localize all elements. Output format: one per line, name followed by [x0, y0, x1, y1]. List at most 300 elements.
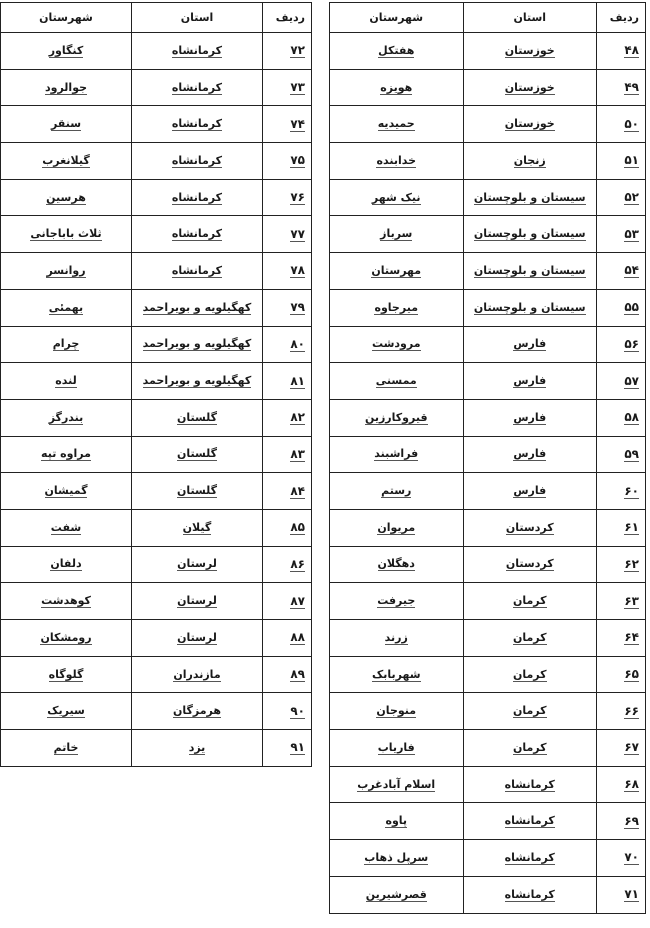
- county-cell: [1, 253, 132, 290]
- table-row: [1, 546, 312, 583]
- province-cell: [132, 399, 263, 436]
- county-cell: [1, 436, 132, 473]
- province-cell: [463, 33, 597, 70]
- row-number-text: ۸۳: [290, 446, 305, 461]
- row-number-text: ۶۳: [624, 593, 639, 608]
- province-cell-text: کرمانشاه: [504, 887, 555, 901]
- county-cell-text: سرباز: [380, 227, 413, 241]
- province-cell-text: کرمان: [512, 630, 547, 644]
- table-row: [330, 766, 646, 803]
- row-number: [597, 840, 646, 877]
- row-number-text: ۴۸: [624, 43, 639, 58]
- province-cell: [132, 326, 263, 363]
- county-cell-text: ممسنی: [375, 374, 417, 388]
- row-number: [597, 143, 646, 180]
- county-cell: [330, 363, 464, 400]
- province-cell-text: فارس: [513, 337, 547, 351]
- county-cell: [330, 216, 464, 253]
- table-row: [1, 216, 312, 253]
- table-row: [1, 583, 312, 620]
- province-cell: [132, 106, 263, 143]
- province-cell-text: کرمانشاه: [171, 43, 223, 57]
- province-cell: [132, 143, 263, 180]
- county-cell: [1, 656, 132, 693]
- county-cell: [330, 69, 464, 106]
- table-row: [1, 253, 312, 290]
- province-cell-text: کرمان: [512, 704, 547, 718]
- province-cell: [463, 840, 597, 877]
- row-number: [597, 766, 646, 803]
- row-number-text: ۶۷: [624, 740, 639, 755]
- county-cell: [330, 106, 464, 143]
- row-number: [597, 106, 646, 143]
- table-row: [330, 326, 646, 363]
- county-cell: [330, 620, 464, 657]
- row-number: [263, 546, 312, 583]
- province-cell: [132, 620, 263, 657]
- row-number: [263, 583, 312, 620]
- province-cell: [132, 69, 263, 106]
- row-number: [597, 730, 646, 767]
- province-cell: [463, 179, 597, 216]
- county-cell-text: جوالرود: [44, 80, 88, 94]
- row-number-text: ۹۰: [290, 703, 305, 718]
- row-number: [597, 620, 646, 657]
- table-row: [1, 179, 312, 216]
- table-row: [330, 363, 646, 400]
- province-cell: [132, 473, 263, 510]
- row-number: [263, 399, 312, 436]
- row-number-text: ۵۸: [624, 410, 639, 425]
- row-number-text: ۶۸: [624, 777, 639, 792]
- county-cell-text: قیروکارزین: [364, 410, 428, 424]
- province-cell-text: کهگیلویه و بویراحمد: [142, 374, 252, 388]
- province-cell: [463, 399, 597, 436]
- row-number: [597, 583, 646, 620]
- row-number: [263, 106, 312, 143]
- county-cell: [1, 509, 132, 546]
- table-row: [330, 840, 646, 877]
- province-cell-text: سیستان و بلوچستان: [473, 263, 586, 277]
- county-cell: [1, 693, 132, 730]
- row-number-text: ۷۱: [624, 887, 639, 902]
- table-row: [330, 33, 646, 70]
- row-number-text: ۷۸: [290, 263, 305, 278]
- province-cell-text: یزد: [188, 740, 206, 754]
- province-cell: [463, 693, 597, 730]
- province-cell: [463, 106, 597, 143]
- table-row: [330, 216, 646, 253]
- county-cell-text: کنگاور: [48, 43, 84, 57]
- county-cell-text: هویزه: [380, 80, 413, 94]
- row-number-text: ۵۷: [624, 373, 639, 388]
- county-cell: [330, 289, 464, 326]
- province-cell-text: خوزستان: [504, 43, 555, 57]
- province-cell-text: کرمانشاه: [171, 153, 223, 167]
- row-number-text: ۷۲: [290, 43, 305, 58]
- table-row: [330, 876, 646, 913]
- province-cell-text: کرمان: [512, 594, 547, 608]
- county-cell-text: خاتم: [53, 740, 79, 754]
- province-cell-text: کرمان: [512, 667, 547, 681]
- province-cell: [132, 656, 263, 693]
- table-row: [330, 693, 646, 730]
- table-row: [1, 326, 312, 363]
- county-cell-text: مرودشت: [371, 337, 421, 351]
- row-number: [597, 69, 646, 106]
- province-cell: [132, 253, 263, 290]
- province-cell: [463, 363, 597, 400]
- province-cell: [132, 730, 263, 767]
- province-cell: [132, 216, 263, 253]
- county-cell: [330, 436, 464, 473]
- row-number-text: ۵۵: [624, 300, 639, 315]
- row-number: [263, 216, 312, 253]
- table-row: [1, 143, 312, 180]
- province-cell-text: هرمزگان: [172, 704, 222, 718]
- row-number: [263, 620, 312, 657]
- row-number-text: ۴۹: [624, 80, 639, 95]
- county-cell-text: دهگلان: [377, 557, 415, 571]
- row-number: [597, 399, 646, 436]
- county-cell-text: اسلام آبادغرب: [357, 777, 436, 791]
- table-row: [1, 620, 312, 657]
- row-number-text: ۵۴: [624, 263, 639, 278]
- province-cell-text: خوزستان: [504, 117, 555, 131]
- county-cell-text: دلفان: [50, 557, 82, 571]
- row-number-text: ۸۲: [290, 410, 305, 425]
- province-cell-text: کردستان: [505, 520, 554, 534]
- province-cell: [463, 509, 597, 546]
- province-cell-text: کرمانشاه: [504, 814, 555, 828]
- province-cell: [463, 803, 597, 840]
- county-cell: [1, 399, 132, 436]
- row-number-text: ۸۹: [290, 667, 305, 682]
- row-number: [597, 509, 646, 546]
- province-cell: [132, 546, 263, 583]
- county-cell-text: نیک شهر: [371, 190, 421, 204]
- row-number: [263, 69, 312, 106]
- province-cell: [463, 143, 597, 180]
- county-cell-text: شفت: [50, 520, 82, 534]
- left-table: [0, 2, 312, 767]
- county-cell-text: هفتکل: [378, 43, 415, 57]
- header-county: شهرستان: [1, 3, 132, 33]
- county-cell: [1, 363, 132, 400]
- province-cell: [463, 473, 597, 510]
- row-number: [597, 693, 646, 730]
- row-number-text: ۹۱: [290, 740, 305, 755]
- table-row: [330, 730, 646, 767]
- county-cell: [1, 326, 132, 363]
- right-table: [329, 2, 646, 914]
- county-cell: [1, 730, 132, 767]
- row-number: [263, 253, 312, 290]
- province-cell: [463, 289, 597, 326]
- row-number: [597, 289, 646, 326]
- county-cell-text: جیرفت: [377, 594, 416, 608]
- county-cell: [1, 143, 132, 180]
- table-row: [330, 179, 646, 216]
- header-row: [1, 3, 312, 33]
- county-cell: [1, 216, 132, 253]
- province-cell: [132, 509, 263, 546]
- county-cell: [330, 656, 464, 693]
- row-number-text: ۷۴: [290, 116, 305, 131]
- row-number-text: ۶۲: [624, 556, 639, 571]
- row-number: [263, 693, 312, 730]
- row-number: [597, 33, 646, 70]
- county-cell: [330, 876, 464, 913]
- county-cell: [1, 289, 132, 326]
- table-row: [330, 69, 646, 106]
- row-number: [263, 143, 312, 180]
- province-cell: [463, 656, 597, 693]
- row-number: [597, 436, 646, 473]
- table-row: [330, 399, 646, 436]
- county-cell-text: هرسین: [46, 190, 86, 204]
- table-row: [330, 473, 646, 510]
- province-cell-text: فارس: [513, 410, 547, 424]
- table-row: [1, 363, 312, 400]
- province-cell-text: کرمانشاه: [171, 190, 223, 204]
- province-cell: [132, 693, 263, 730]
- province-cell: [132, 179, 263, 216]
- county-cell-text: فراشبند: [374, 447, 419, 461]
- county-cell: [330, 546, 464, 583]
- table-row: [1, 289, 312, 326]
- row-number-text: ۶۶: [624, 703, 639, 718]
- county-cell-text: چرام: [52, 337, 80, 351]
- row-number: [263, 730, 312, 767]
- province-cell-text: فارس: [513, 484, 547, 498]
- table-row: [330, 143, 646, 180]
- province-cell-text: کرمانشاه: [171, 80, 223, 94]
- row-number-text: ۵۹: [624, 446, 639, 461]
- row-number-text: ۷۶: [290, 190, 305, 205]
- table-row: [330, 253, 646, 290]
- county-cell: [1, 546, 132, 583]
- county-cell-text: خدابنده: [376, 153, 417, 167]
- county-cell-text: کوهدشت: [41, 594, 91, 608]
- row-number: [263, 436, 312, 473]
- header-row: [330, 3, 646, 33]
- county-cell-text: لنده: [55, 374, 77, 388]
- row-number: [597, 363, 646, 400]
- province-cell-text: گیلان: [182, 520, 212, 534]
- province-cell: [463, 730, 597, 767]
- table-row: [1, 473, 312, 510]
- row-number: [263, 326, 312, 363]
- province-cell-text: خوزستان: [504, 80, 555, 94]
- county-cell-text: شهربابک: [371, 667, 421, 681]
- table-row: [330, 436, 646, 473]
- table-row: [1, 693, 312, 730]
- province-cell: [132, 436, 263, 473]
- province-cell: [463, 766, 597, 803]
- table-row: [1, 399, 312, 436]
- row-number: [597, 656, 646, 693]
- row-number-text: ۵۳: [624, 226, 639, 241]
- province-cell-text: کهگیلویه و بویراحمد: [142, 337, 252, 351]
- county-cell-text: گلوگاه: [48, 667, 84, 681]
- county-cell-text: زرند: [384, 630, 408, 644]
- row-number-text: ۶۰: [624, 483, 639, 498]
- county-cell-text: بهمئی: [48, 300, 84, 314]
- county-cell-text: سنقر: [50, 117, 82, 131]
- row-number-text: ۷۷: [290, 226, 305, 241]
- row-number: [597, 216, 646, 253]
- province-cell: [132, 583, 263, 620]
- table-row: [330, 289, 646, 326]
- province-cell: [463, 216, 597, 253]
- province-cell-text: کهگیلویه و بویراحمد: [142, 300, 252, 314]
- county-cell: [330, 399, 464, 436]
- province-cell: [463, 583, 597, 620]
- header-row-no: ردیف: [597, 3, 646, 33]
- county-cell: [1, 33, 132, 70]
- table-row: [330, 546, 646, 583]
- row-number: [263, 509, 312, 546]
- county-cell: [1, 179, 132, 216]
- province-cell: [463, 69, 597, 106]
- province-cell: [132, 363, 263, 400]
- table-row: [1, 106, 312, 143]
- row-number-text: ۸۴: [290, 483, 305, 498]
- province-cell-text: کرمانشاه: [504, 777, 555, 791]
- province-cell-text: گلستان: [176, 484, 218, 498]
- row-number: [263, 289, 312, 326]
- province-cell-text: گلستان: [176, 447, 218, 461]
- table-row: [330, 106, 646, 143]
- row-number: [263, 656, 312, 693]
- table-row: [330, 583, 646, 620]
- header-county: شهرستان: [330, 3, 464, 33]
- county-cell: [1, 583, 132, 620]
- province-cell: [132, 289, 263, 326]
- county-cell: [1, 620, 132, 657]
- row-number: [597, 179, 646, 216]
- county-cell: [330, 509, 464, 546]
- row-number-text: ۷۵: [290, 153, 305, 168]
- county-cell: [1, 106, 132, 143]
- county-cell-text: میرجاوه: [374, 300, 419, 314]
- row-number-text: ۵۲: [624, 190, 639, 205]
- county-cell-text: ثلاث باباجانی: [30, 227, 102, 241]
- county-cell-text: منوجان: [376, 704, 417, 718]
- county-cell: [330, 583, 464, 620]
- county-cell: [330, 473, 464, 510]
- row-number-text: ۶۹: [624, 813, 639, 828]
- row-number-text: ۸۷: [290, 593, 305, 608]
- province-cell-text: فارس: [513, 374, 547, 388]
- county-cell-text: رستم: [381, 484, 412, 498]
- row-number-text: ۷۰: [624, 850, 639, 865]
- county-cell: [330, 730, 464, 767]
- row-number: [263, 473, 312, 510]
- row-number-text: ۷۹: [290, 300, 305, 315]
- table-row: [330, 620, 646, 657]
- county-cell: [330, 693, 464, 730]
- province-cell-text: سیستان و بلوچستان: [473, 227, 586, 241]
- row-number: [263, 363, 312, 400]
- table-row: [1, 69, 312, 106]
- county-cell: [330, 33, 464, 70]
- row-number: [263, 33, 312, 70]
- row-number-text: ۸۸: [290, 630, 305, 645]
- county-cell: [1, 473, 132, 510]
- province-cell-text: کرمانشاه: [171, 117, 223, 131]
- header-province: استان: [132, 3, 263, 33]
- county-cell: [1, 69, 132, 106]
- province-cell-text: کردستان: [505, 557, 554, 571]
- county-cell-text: مهرستان: [371, 263, 422, 277]
- table-row: [1, 656, 312, 693]
- row-number-text: ۵۶: [624, 336, 639, 351]
- county-cell: [330, 326, 464, 363]
- county-cell: [330, 766, 464, 803]
- province-cell-text: زنجان: [513, 153, 546, 167]
- province-cell: [463, 620, 597, 657]
- row-number: [597, 326, 646, 363]
- province-cell-text: فارس: [513, 447, 547, 461]
- province-cell-text: کرمانشاه: [171, 227, 223, 241]
- county-cell-text: سرپل ذهاب: [364, 850, 429, 864]
- county-cell: [330, 803, 464, 840]
- row-number: [597, 253, 646, 290]
- province-cell-text: کرمان: [512, 740, 547, 754]
- row-number-text: ۸۰: [290, 336, 305, 351]
- county-cell-text: بندرگز: [48, 410, 84, 424]
- province-cell: [463, 876, 597, 913]
- row-number-text: ۷۳: [290, 80, 305, 95]
- province-cell-text: مازندران: [173, 667, 221, 681]
- county-cell-text: رومشکان: [40, 630, 92, 644]
- province-cell-text: سیستان و بلوچستان: [473, 190, 586, 204]
- row-number-text: ۵۰: [624, 116, 639, 131]
- province-cell: [463, 546, 597, 583]
- header-row-no: ردیف: [263, 3, 312, 33]
- county-cell-text: مریوان: [377, 520, 416, 534]
- county-cell-text: گمیشان: [44, 484, 88, 498]
- province-cell-text: گلستان: [176, 410, 218, 424]
- county-cell: [330, 253, 464, 290]
- table-row: [330, 656, 646, 693]
- province-cell-text: لرستان: [177, 630, 217, 644]
- table-row: [330, 509, 646, 546]
- province-cell: [463, 253, 597, 290]
- row-number: [597, 876, 646, 913]
- province-cell: [132, 33, 263, 70]
- row-number-text: ۸۶: [290, 556, 305, 571]
- row-number: [597, 546, 646, 583]
- row-number-text: ۵۱: [624, 153, 639, 168]
- province-cell-text: کرمانشاه: [171, 263, 223, 277]
- row-number-text: ۸۵: [290, 520, 305, 535]
- county-cell-text: مراوه تپه: [41, 447, 91, 461]
- row-number-text: ۶۱: [624, 520, 639, 535]
- table-row: [1, 730, 312, 767]
- row-number: [597, 473, 646, 510]
- county-cell-text: حمیدیه: [377, 117, 415, 131]
- county-cell-text: قصرشیرین: [365, 887, 427, 901]
- table-row: [1, 509, 312, 546]
- province-cell: [463, 436, 597, 473]
- row-number: [263, 179, 312, 216]
- county-cell-text: گیلانغرب: [42, 153, 90, 167]
- header-province: استان: [463, 3, 597, 33]
- province-cell-text: لرستان: [177, 594, 217, 608]
